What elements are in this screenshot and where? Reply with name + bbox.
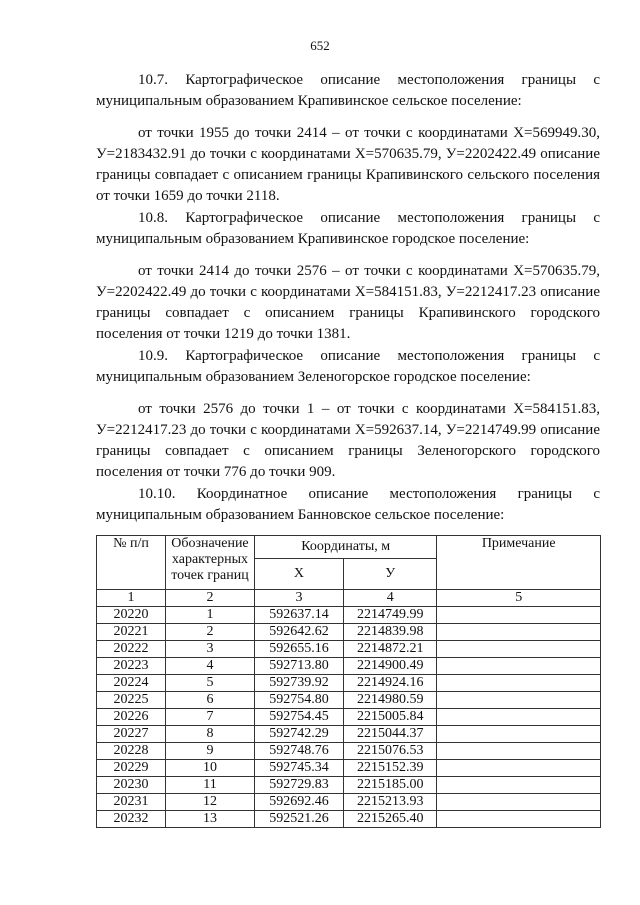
table-body [97,607,601,828]
point-designation-cell: 5 [165,675,254,692]
point-number-cell: 20229 [97,760,166,777]
point-number-cell: 20226 [97,709,166,726]
index-cell: 5 [437,590,601,607]
header-x: Х [254,559,343,590]
note-cell [437,658,601,675]
point-designation-cell: 4 [165,658,254,675]
table-row [97,760,601,777]
note-cell [437,760,601,777]
point-designation-cell: 8 [165,726,254,743]
table-row [97,743,601,760]
point-designation-cell: 3 [165,641,254,658]
note-cell [437,811,601,828]
x-coordinate-cell: 592692.46 [254,794,343,811]
point-number-cell: 20232 [97,811,166,828]
point-number-cell: 20223 [97,658,166,675]
x-coordinate-cell: 592642.62 [254,624,343,641]
note-cell [437,726,601,743]
y-coordinate-cell: 2215005.84 [343,709,436,726]
index-cell: 4 [343,590,436,607]
point-number-cell: 20225 [97,692,166,709]
x-coordinate-cell: 592745.34 [254,760,343,777]
table-row [97,811,601,828]
y-coordinate-cell: 2214872.21 [343,641,436,658]
note-cell [437,641,601,658]
section-10-8-heading: 10.8. Картографическое описание местоположения границы с муниципальным образованием Крапивинское городское поселение: [96,210,600,247]
table-row [97,607,601,624]
note-cell [437,743,601,760]
point-number-cell: 20227 [97,726,166,743]
x-coordinate-cell: 592655.16 [254,641,343,658]
y-coordinate-cell: 2215076.53 [343,743,436,760]
x-coordinate-cell: 592739.92 [254,675,343,692]
table-header-row [97,536,601,559]
y-coordinate-cell: 2214749.99 [343,607,436,624]
note-cell [437,624,601,641]
note-cell [437,675,601,692]
point-designation-cell: 2 [165,624,254,641]
table-row [97,692,601,709]
point-designation-cell: 6 [165,692,254,709]
x-coordinate-cell: 592521.26 [254,811,343,828]
x-coordinate-cell: 592713.80 [254,658,343,675]
section-10-9-heading: 10.9. Картографическое описание местоположения границы с муниципальным образованием Зеленогорское городское поселение: [96,348,600,385]
point-number-cell: 20228 [97,743,166,760]
y-coordinate-cell: 2215213.93 [343,794,436,811]
note-cell [437,794,601,811]
note-cell [437,607,601,624]
section-10-7-heading: 10.7. Картографическое описание местоположения границы с муниципальным образованием Крапивинское сельское поселение: [96,72,600,109]
point-designation-cell: 9 [165,743,254,760]
point-number-cell: 20220 [97,607,166,624]
table-row [97,777,601,794]
point-designation-cell: 1 [165,607,254,624]
y-coordinate-cell: 2214900.49 [343,658,436,675]
point-designation-cell: 7 [165,709,254,726]
y-coordinate-cell: 2215044.37 [343,726,436,743]
note-cell [437,777,601,794]
point-number-cell: 20221 [97,624,166,641]
y-coordinate-cell: 2215152.39 [343,760,436,777]
point-number-cell: 20231 [97,794,166,811]
header-y: У [343,559,436,590]
index-cell: 1 [97,590,166,607]
page-number: 652 [310,38,330,53]
header-coordinates: Координаты, м [254,536,436,559]
table-row [97,709,601,726]
table-row [97,624,601,641]
table-row [97,794,601,811]
coordinates-table [96,535,601,828]
y-coordinate-cell: 2215265.40 [343,811,436,828]
x-coordinate-cell: 592742.29 [254,726,343,743]
section-10-9-body: от точки 2576 до точки 1 – от точки с координатами Х=584151.83, У=2212417.23 до точки с координатами Х=592637.14, У=2214749.99 описание границы совпадает с описанием границы Зеленогорского городского поселения от точки 776 до точки 909. [96,401,600,480]
point-designation-cell: 12 [165,794,254,811]
index-cell: 2 [165,590,254,607]
note-cell [437,692,601,709]
x-coordinate-cell: 592729.83 [254,777,343,794]
section-10-8-body: от точки 2414 до точки 2576 – от точки с координатами Х=570635.79, У=2202422.49 до точки с координатами Х=584151.83, У=2212417.23 описание границы совпадает с описанием границы Крапивинского городского поселения от точки 1219 до точки 1381. [96,263,600,342]
table-row [97,675,601,692]
point-number-cell: 20230 [97,777,166,794]
y-coordinate-cell: 2214924.16 [343,675,436,692]
point-number-cell: 20224 [97,675,166,692]
note-cell [437,709,601,726]
x-coordinate-cell: 592754.45 [254,709,343,726]
point-designation-cell: 10 [165,760,254,777]
y-coordinate-cell: 2215185.00 [343,777,436,794]
point-designation-cell: 11 [165,777,254,794]
index-cell: 3 [254,590,343,607]
x-coordinate-cell: 592754.80 [254,692,343,709]
y-coordinate-cell: 2214839.98 [343,624,436,641]
x-coordinate-cell: 592637.14 [254,607,343,624]
table-row [97,641,601,658]
point-number-cell: 20222 [97,641,166,658]
table-row [97,726,601,743]
table-index-row [97,590,601,607]
x-coordinate-cell: 592748.76 [254,743,343,760]
section-10-7-body: от точки 1955 до точки 2414 – от точки с координатами Х=569949.30, У=2183432.91 до точки с координатами Х=570635.79, У=2202422.49 описание границы совпадает с описанием границы Крапивинского сельского поселения от точки 1659 до точки 2118. [96,125,600,204]
section-10-10-heading: 10.10. Координатное описание местоположения границы с муниципальным образованием Банновское сельское поселение: [96,486,600,523]
header-note: Примечание [437,536,601,590]
header-designation: Обозначение характерных точек границ [165,536,254,590]
table-row [97,658,601,675]
header-num: № п/п [97,536,166,590]
y-coordinate-cell: 2214980.59 [343,692,436,709]
point-designation-cell: 13 [165,811,254,828]
